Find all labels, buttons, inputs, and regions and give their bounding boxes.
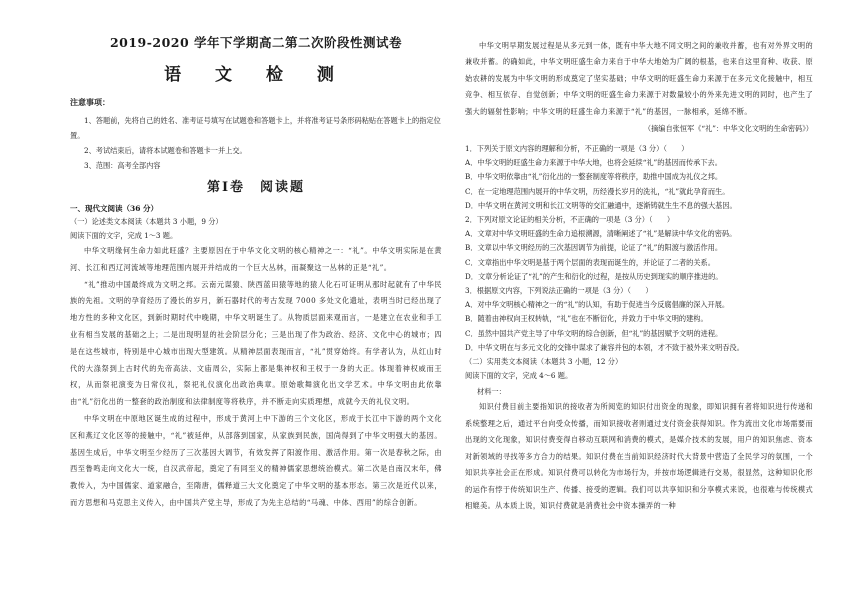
section-heading: 一、现代文阅读（36 分） <box>70 204 159 213</box>
right-column <box>465 38 813 514</box>
question-3-option-a: A．对中华文明核心精神之一的“礼”的认知，有助于促进当今反腐倡廉的深入开展。 <box>465 300 730 310</box>
question-1-option-c: C．在一定地理范围内展开的中华文明，历经漫长岁月的洗礼，“礼”就此孕育而生。 <box>465 186 730 196</box>
question-3-option-b: B．随着由神权向王权转轨，“礼”也在不断衍化，并致力于中华文明的建构。 <box>465 314 708 324</box>
passage-paragraph: 中华文明早期发展过程是从多元到一体，既有中华大地不同文明之间的兼收并蓄，也有对外界文明的兼收并蓄。的确如此，中华文明旺盛生命力来自于中华大地始为广阔的根基，也来自这里育种、收获、原始农耕的发展为中华文明的形成奠定了坚实基础；中华文明的旺盛生命力来源于在多元文化接触中，相互竞争、相互依存、自觉创新；中华文明的旺盛生命力来源于对数量较小的外来先进文明的同时，也产生了强大的辐射性影响；中华文明的旺盛生命力来源于“礼”的基因，一脉相承，延绵不断。 <box>465 41 813 116</box>
question-3-option-c: C．虽然中国共产党主导了中华文明的综合创新，但“礼”的基因赋予文明的进程。 <box>465 328 723 338</box>
question-2-option-c: C．文章指出中华文明是基于两个层面的表现而诞生的，并论证了二者的关系。 <box>465 257 715 267</box>
subject-title: 语 文 检 测 <box>164 65 348 85</box>
question-3-stem: 3．根据原文内容，下列说法正确的一项是（3 分）（ ） <box>465 286 653 296</box>
passage-paragraph: “礼”推动中国最终成为文明之邦。云南元谋猿、陕西蓝田猿等地的猿人化石可证明从那时起就有了中华民族的先祖。文明的孕育经历了漫长的岁月，新石器时代的考古发现 7000 多处文化遗址，表明当时已经出现了地方性的多种文化区，到新时期时代中晚期，中华文明诞生了。从物质层面来观而言，一是建立在农业和手工业有相当发展的基础之上；二是出现明显的社会阶层分化；三是出现了作为政治、经济、文化中心的城市；四是在这些城市，特别是中心城市出现大型建筑。从精神层面表现而言，“礼”贯穿始终。有学者认为，从红山时代的大涤祭到上古时代的先帝高法、文庙周公，实际上都是集神权和王权于一身的大正。体现着神权威而王权，从而祭祀演变为日常仪礼，祭祀礼仪演化出政治典章。原始歌舞演化出文学艺术。中华文明由此依靠由“礼”衍化出的一整套的政治制度和法律制度等将秩序，并不断走向实质理想，成就今天的礼仪文明。 <box>70 279 442 407</box>
part-2-heading: （二）实用类文本阅读（本题共 3 小题，12 分） <box>465 357 623 367</box>
passage-paragraph: 中华文明在中原地区诞生成的过程中，形成于黄河上中下游的三个文化区，形成于长江中下游的两个文化区和燕辽文化区等的接触中，“礼”被延伸，从部落到国家，从家族到民族，国尚得到了中华文明强大的基因。基因生成后，中华文明至少经历了三次基因大调节，有效发挥了阳渡作用、激活作用。第一次是春秋之际，由西至鲁鸣走向文化大一统，自汉武帝起，奠定了有同至义的精神儒家思想统治模式。第二次是自南汉末年，佛教传入，为中国儒家、道家融合，至隋唐，儒释道三大文化奠定了中华文明的基本形态。第三次是近代以来，而方思想和马克思主义传入，由中国共产党主导，形成了为先主总结的“马魂、中体、西用”的综合创新。 <box>70 413 442 507</box>
question-3-option-d: D．中华文明在与多元文化的交锋中谋求了兼容并包的本领，才不致于被外来文明吞没。 <box>465 342 744 352</box>
notice-heading: 注意事项： <box>70 97 110 107</box>
question-2-option-a: A．文章对中华文明旺盛的生命力追根溯源，清晰阐述了“礼”是解读中华文化的密码。 <box>465 229 737 239</box>
passage-source: （摘编自张恒军《“礼”：中华文化文明的生命密码》） <box>643 124 813 134</box>
passage-paragraph: 中华文明缘何生命力如此旺盛？主要原因在于中华文化文明的核心精神之一：“礼”。中华文明实际是在黄河、长江和西辽河流域等地理范围内展开并结成的一个巨大丛林，而凝聚这一丛林的正是“礼”。 <box>70 246 442 272</box>
question-1-option-d: D．中华文明在黄河文明和长江文明等的交汇融通中，逐渐铸就生生不息的强大基因。 <box>465 200 737 210</box>
volume-title: 第Ⅰ卷 阅读题 <box>206 180 306 195</box>
notice-item: 1、答题前，先将自己的姓名、准考证号填写在试题卷和答题卡上，并将准考证号条形码粘贴在答题卡上的指定位置。 <box>70 116 441 140</box>
notice-item: 2、考试结束后，请将本试题卷和答题卡一并上交。 <box>84 146 247 155</box>
exam-title: 2019-2020 学年下学期高二第二次阶段性测试卷 <box>109 35 403 50</box>
reading-instruction: 阅读下面的文字，完成 1～3 题。 <box>70 231 178 240</box>
question-1-stem: 1．下列关于原文内容的理解和分析，不正确的一项是（3 分）（ ） <box>465 144 689 154</box>
question-2-option-d: D．文章分析论证了“礼”的产生和衍化的过程，是按从历史到现实的顺序推进的。 <box>465 271 723 281</box>
part-heading: （一）论述类文本阅读（本题共 3 小题，9 分） <box>70 217 223 226</box>
question-2-stem: 2．下列对原文论证的相关分析，不正确的一项是（3 分）（ ） <box>465 215 675 225</box>
material-paragraph: 知识付费目前主要指知识的接收者为所阅览的知识付出资金的现象，即知识拥有者将知识进行传递和系统整理之后，通过平台向受众传播，而知识接收者则通过支付资金获得知识。作为流出文化市场需要而出现的文化现象，知识付费变得自移动互联网和消费的模式，是媒介技术的发展，用户的知识焦虑、资本对新领域的寻找等多方合力的结果。知识付费在当前知识经济时代大背景中营造了全民学习的氛围，一个知识共享社会正在形成。知识付费可以转化为市场行为，并按市场逻辑进行交易，很显然，这种知识化形的运作有悖于传统知识生产、传播、接受的逻辑。我们可以共享知识和分享模式来说，也很难与传统模式相媲美。从本质上说，知识付费就是消费社会中资本操弄的一种 <box>465 402 813 510</box>
part-2-instruction: 阅读下面的文字，完成 4～6 题。 <box>465 371 573 381</box>
notice-item: 3、范围：高考全部内容 <box>84 161 161 170</box>
question-1-option-a: A．中华文明的旺盛生命力来源于中华大地，也将会延续“礼”的基因而传承下去。 <box>465 158 722 168</box>
question-2-option-b: B．文章以中华文明经历的三次基因调节为前提，论证了“礼”的阳渡与激活作用。 <box>465 243 723 253</box>
question-1-option-b: B．中华文明依靠由“礼”衍化出的一整套制度等将秩序，助推中国成为礼仪之邦。 <box>465 172 723 182</box>
left-column <box>70 34 442 512</box>
material-label: 材料一： <box>477 387 506 397</box>
